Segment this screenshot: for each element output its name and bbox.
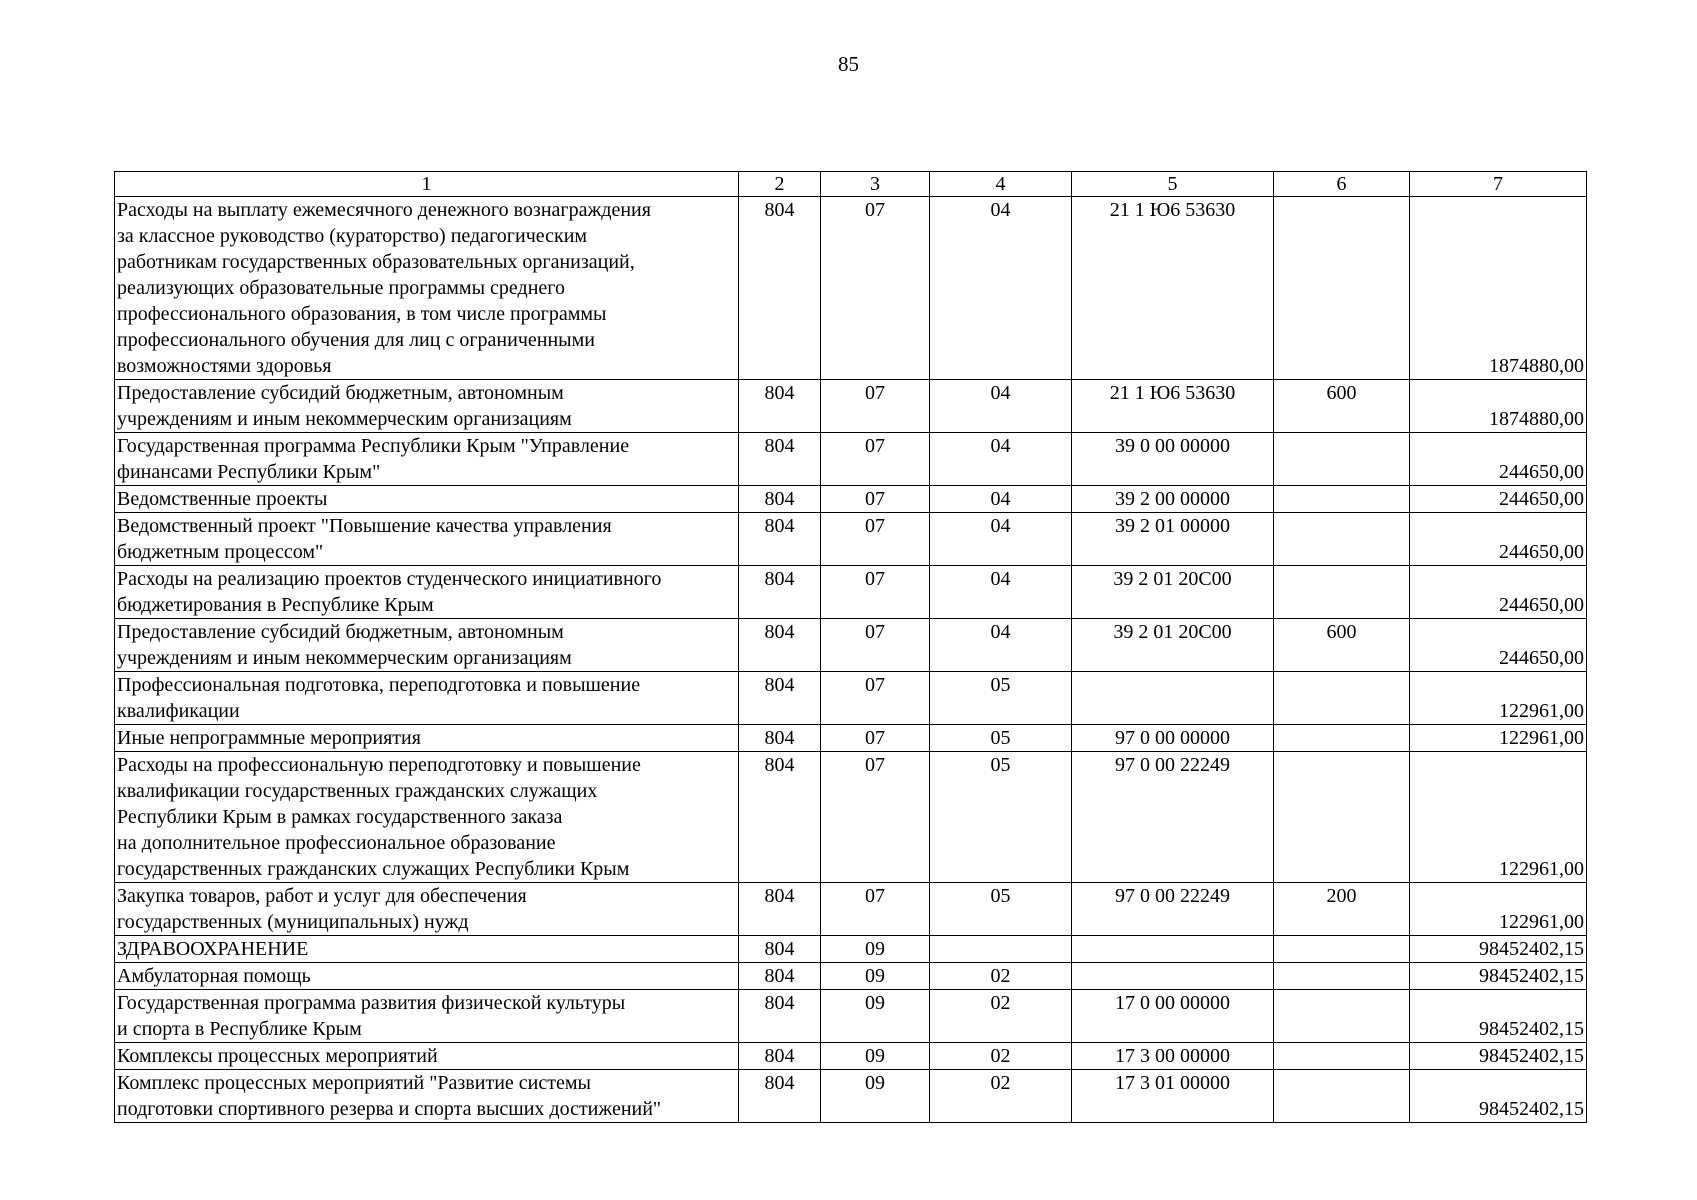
cell-expense-type [1274,725,1410,752]
cell-section: 07 [821,380,930,433]
cell-name-line: бюджетирования в Республике Крым [117,594,434,616]
cell-subsection: 05 [930,725,1072,752]
cell-name-line: учреждениям и иным некоммерческим организациям [117,408,572,430]
cell-subsection: 04 [930,380,1072,433]
cell-section: 07 [821,725,930,752]
cell-section: 09 [821,1043,930,1070]
cell-expense-type [1274,566,1410,619]
cell-name-line: Комплекс процессных мероприятий "Развитие системы [117,1072,591,1094]
page-number: 85 [838,52,859,76]
cell-name [115,752,739,883]
cell-expense-type [1274,1070,1410,1123]
table-row [115,486,1587,513]
cell-name [115,883,739,936]
cell-name [115,1043,739,1070]
cell-expense-type: 200 [1274,883,1410,936]
cell-subsection: 04 [930,197,1072,380]
cell-section: 09 [821,963,930,990]
cell-name-line: Государственная программа развития физической культуры [117,992,626,1014]
cell-target-article: 39 2 00 00000 [1072,486,1274,513]
header-col-2: 2 [739,172,821,197]
cell-name-line: Предоставление субсидий бюджетным, автономным [117,621,564,643]
cell-subsection: 02 [930,963,1072,990]
cell-name-line: ЗДРАВООХРАНЕНИЕ [117,938,309,960]
cell-section: 09 [821,990,930,1043]
cell-name-line: государственных (муниципальных) нужд [117,911,469,933]
cell-grbs: 804 [739,963,821,990]
cell-amount: 244650,00 [1410,433,1587,486]
cell-grbs: 804 [739,380,821,433]
cell-name-line: Комплексы процессных мероприятий [117,1045,438,1067]
table-header-row [115,172,1587,197]
cell-name-line: реализующих образовательные программы среднего [117,277,565,299]
cell-name-line: Государственная программа Республики Крым "Управление [117,435,630,457]
cell-name-line: профессионального обучения для лиц с ограниченными [117,329,595,351]
header-col-3: 3 [821,172,930,197]
cell-grbs: 804 [739,566,821,619]
cell-grbs: 804 [739,1043,821,1070]
cell-name-line: Ведомственные проекты [117,488,328,510]
cell-amount: 122961,00 [1410,883,1587,936]
table-row [115,619,1587,672]
cell-subsection: 04 [930,566,1072,619]
cell-name [115,963,739,990]
cell-amount: 98452402,15 [1410,990,1587,1043]
cell-section: 07 [821,672,930,725]
table-row [115,380,1587,433]
cell-expense-type [1274,936,1410,963]
cell-target-article: 17 0 00 00000 [1072,990,1274,1043]
cell-subsection: 04 [930,433,1072,486]
cell-target-article: 39 2 01 00000 [1072,513,1274,566]
cell-name-line: учреждениям и иным некоммерческим организациям [117,647,572,669]
cell-name-line: за классное руководство (кураторство) педагогическим [117,225,588,247]
cell-section: 09 [821,936,930,963]
cell-name-line: квалификации [117,700,240,722]
table-row [115,752,1587,883]
cell-grbs: 804 [739,1070,821,1123]
table-row [115,990,1587,1043]
cell-amount: 98452402,15 [1410,1070,1587,1123]
cell-target-article: 21 1 Ю6 53630 [1072,197,1274,380]
cell-amount: 122961,00 [1410,672,1587,725]
cell-expense-type [1274,963,1410,990]
header-col-4: 4 [930,172,1072,197]
cell-name [115,1070,739,1123]
cell-target-article: 97 0 00 22249 [1072,752,1274,883]
cell-subsection: 02 [930,1070,1072,1123]
cell-amount: 98452402,15 [1410,963,1587,990]
header-col-7: 7 [1410,172,1587,197]
cell-target-article: 97 0 00 00000 [1072,725,1274,752]
cell-name [115,197,739,380]
cell-name [115,725,739,752]
cell-expense-type [1274,197,1410,380]
cell-target-article: 39 2 01 20С00 [1072,619,1274,672]
cell-name-line: работникам государственных образовательных организаций, [117,251,635,273]
table-row [115,566,1587,619]
cell-name-line: квалификации государственных гражданских служащих [117,780,598,802]
table-row [115,1043,1587,1070]
cell-name-line: Профессиональная подготовка, переподготовка и повышение [117,674,641,696]
cell-name-line: Амбулаторная помощь [117,965,311,987]
cell-name-line: Расходы на реализацию проектов студенческого инициативного [117,568,662,590]
cell-target-article [1072,936,1274,963]
cell-grbs: 804 [739,433,821,486]
cell-name [115,566,739,619]
cell-name [115,936,739,963]
cell-name [115,619,739,672]
cell-subsection: 05 [930,752,1072,883]
cell-name-line: Расходы на профессиональную переподготовку и повышение [117,754,641,776]
cell-name-line: бюджетным процессом" [117,541,324,563]
cell-section: 09 [821,1070,930,1123]
cell-expense-type [1274,1043,1410,1070]
cell-section: 07 [821,752,930,883]
cell-target-article: 17 3 01 00000 [1072,1070,1274,1123]
cell-expense-type [1274,990,1410,1043]
header-col-1: 1 [115,172,739,197]
header-col-6: 6 [1274,172,1410,197]
table-row [115,883,1587,936]
cell-grbs: 804 [739,725,821,752]
cell-target-article: 21 1 Ю6 53630 [1072,380,1274,433]
cell-grbs: 804 [739,513,821,566]
cell-grbs: 804 [739,990,821,1043]
cell-expense-type [1274,513,1410,566]
cell-target-article [1072,963,1274,990]
cell-name [115,486,739,513]
cell-expense-type [1274,752,1410,883]
cell-amount: 1874880,00 [1410,380,1587,433]
cell-name-line: подготовки спортивного резерва и спорта высших достижений" [117,1098,662,1120]
cell-amount: 98452402,15 [1410,936,1587,963]
cell-subsection: 05 [930,883,1072,936]
cell-target-article: 97 0 00 22249 [1072,883,1274,936]
cell-name-line: Закупка товаров, работ и услуг для обеспечения [117,885,527,907]
cell-section: 07 [821,566,930,619]
cell-name [115,513,739,566]
cell-expense-type [1274,486,1410,513]
cell-section: 07 [821,619,930,672]
cell-grbs: 804 [739,672,821,725]
cell-name [115,990,739,1043]
table-row [115,513,1587,566]
cell-subsection: 04 [930,619,1072,672]
cell-name [115,380,739,433]
cell-grbs: 804 [739,197,821,380]
cell-subsection: 04 [930,513,1072,566]
cell-section: 07 [821,486,930,513]
header-col-5: 5 [1072,172,1274,197]
cell-name [115,433,739,486]
cell-target-article: 17 3 00 00000 [1072,1043,1274,1070]
cell-name [115,672,739,725]
cell-grbs: 804 [739,883,821,936]
budget-table [114,171,1587,1123]
cell-subsection: 02 [930,990,1072,1043]
cell-section: 07 [821,197,930,380]
table-row [115,936,1587,963]
cell-subsection: 05 [930,672,1072,725]
cell-target-article: 39 2 01 20С00 [1072,566,1274,619]
cell-grbs: 804 [739,486,821,513]
cell-name-line: профессионального образования, в том числе программы [117,303,607,325]
cell-amount: 1874880,00 [1410,197,1587,380]
cell-expense-type [1274,433,1410,486]
cell-amount: 244650,00 [1410,486,1587,513]
cell-grbs: 804 [739,936,821,963]
cell-grbs: 804 [739,752,821,883]
table-row [115,963,1587,990]
cell-section: 07 [821,433,930,486]
cell-name-line: государственных гражданских служащих Республики Крым [117,858,630,880]
cell-name-line: на дополнительное профессиональное образование [117,832,556,854]
cell-name-line: возможностями здоровья [117,355,332,377]
cell-section: 07 [821,513,930,566]
cell-grbs: 804 [739,619,821,672]
table-row [115,197,1587,380]
cell-subsection: 02 [930,1043,1072,1070]
table-row [115,433,1587,486]
cell-expense-type [1274,672,1410,725]
cell-name-line: финансами Республики Крым" [117,461,381,483]
cell-amount: 244650,00 [1410,619,1587,672]
cell-name-line: Ведомственный проект "Повышение качества управления [117,515,612,537]
cell-expense-type: 600 [1274,619,1410,672]
cell-amount: 244650,00 [1410,513,1587,566]
table-row [115,672,1587,725]
cell-name-line: Республики Крым в рамках государственного заказа [117,806,563,828]
table-row [115,725,1587,752]
cell-subsection [930,936,1072,963]
table-row [115,1070,1587,1123]
cell-subsection: 04 [930,486,1072,513]
cell-name-line: Предоставление субсидий бюджетным, автономным [117,382,564,404]
cell-name-line: Расходы на выплату ежемесячного денежного вознаграждения [117,199,651,221]
cell-amount: 98452402,15 [1410,1043,1587,1070]
cell-name-line: Иные непрограммные мероприятия [117,727,421,749]
cell-section: 07 [821,883,930,936]
cell-target-article [1072,672,1274,725]
cell-amount: 244650,00 [1410,566,1587,619]
cell-expense-type: 600 [1274,380,1410,433]
cell-amount: 122961,00 [1410,752,1587,883]
cell-name-line: и спорта в Республике Крым [117,1018,362,1040]
cell-target-article: 39 0 00 00000 [1072,433,1274,486]
cell-amount: 122961,00 [1410,725,1587,752]
